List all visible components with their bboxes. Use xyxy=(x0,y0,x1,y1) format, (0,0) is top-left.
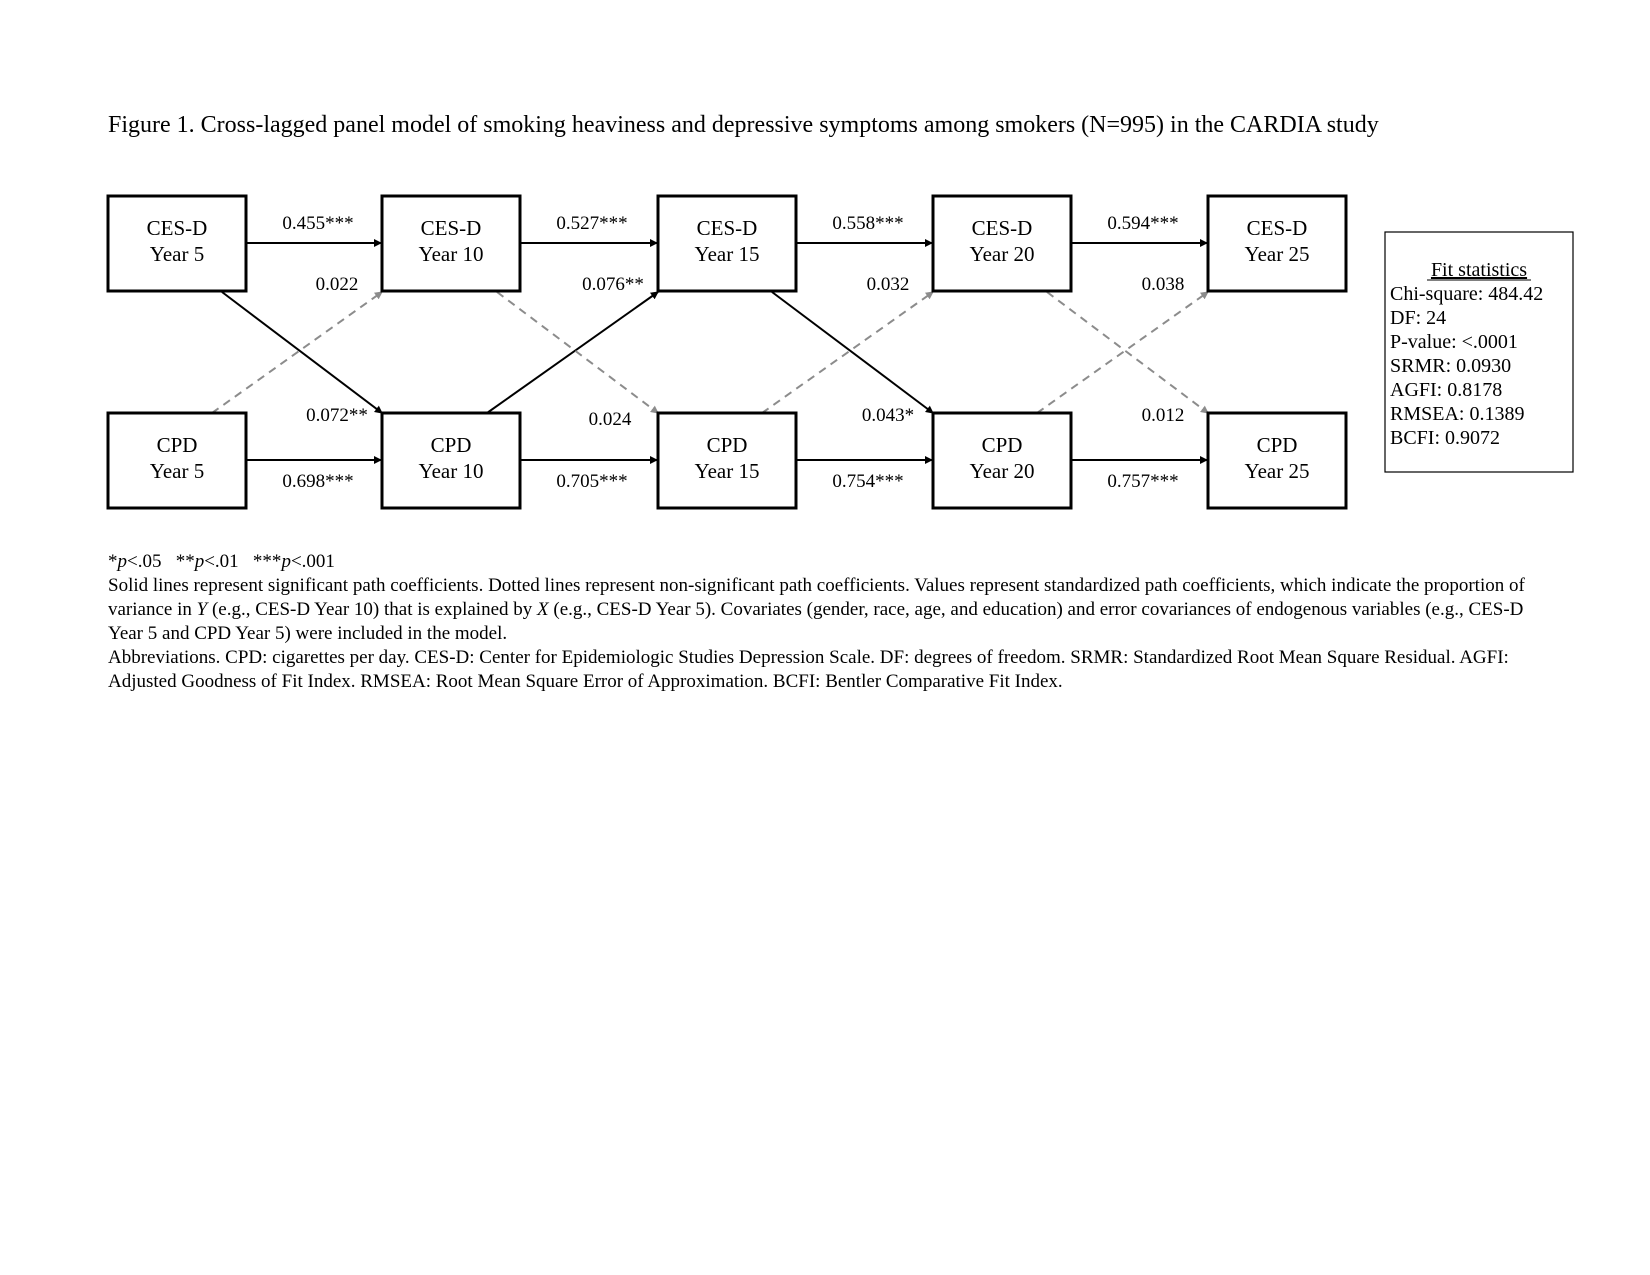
node-label-line2: Year 25 xyxy=(1244,459,1310,483)
node-label-line2: Year 15 xyxy=(694,242,760,266)
node-label-line2: Year 5 xyxy=(149,242,205,266)
cpd-node-4 xyxy=(933,413,1071,508)
node-label-line2: Year 10 xyxy=(418,459,484,483)
node-label-line1: CES-D xyxy=(146,216,208,240)
node-label-line1: CPD xyxy=(156,433,198,457)
fit-statistic-line: P-value: <.0001 xyxy=(1390,331,1518,353)
cesd-autoregressive-coef: 0.455*** xyxy=(282,213,354,234)
node-label-line2: Year 20 xyxy=(969,242,1035,266)
cesd-node-5 xyxy=(1208,196,1346,291)
cesd-to-cpd-coef: 0.024 xyxy=(588,409,632,430)
node-label-line1: CPD xyxy=(430,433,472,457)
cpd-to-cesd-coef: 0.022 xyxy=(315,274,359,295)
node-label-line1: CES-D xyxy=(1246,216,1308,240)
cesd-to-cpd-arrow xyxy=(1047,292,1208,413)
cesd-to-cpd-coef: 0.072** xyxy=(306,405,368,426)
cesd-node-3 xyxy=(658,196,796,291)
fit-statistic-line: AGFI: 0.8178 xyxy=(1390,379,1503,401)
cesd-to-cpd-arrow xyxy=(772,292,933,413)
fit-statistic-line: BCFI: 0.9072 xyxy=(1390,427,1501,449)
node-label-line2: Year 5 xyxy=(149,459,205,483)
significance-legend: *p<.05 **p<.01 ***p<.001 xyxy=(108,551,335,572)
cpd-autoregressive-coef: 0.757*** xyxy=(1107,471,1179,492)
node-label-line1: CPD xyxy=(706,433,748,457)
fit-statistic-line: Chi-square: 484.42 xyxy=(1390,283,1544,305)
cesd-to-cpd-coef: 0.043* xyxy=(861,405,915,426)
node-label-line1: CES-D xyxy=(971,216,1033,240)
cpd-node-3 xyxy=(658,413,796,508)
fit-statistic-line: RMSEA: 0.1389 xyxy=(1390,403,1525,425)
cpd-autoregressive-coef: 0.705*** xyxy=(556,471,628,492)
node-label-line1: CPD xyxy=(1256,433,1298,457)
cesd-node-1 xyxy=(108,196,246,291)
notes-abbreviations: Abbreviations. CPD: cigarettes per day. CES-D: Center for Epidemiologic Studies Depression Scale. DF: degrees of freedom. SRMR: Standardized Root Mean Square Residual. AGFI: Adjusted Goodness of Fit Index. RMSEA: Root Mean Square Error of Approximation. BCFI: Bentler Comparative Fit Index. xyxy=(108,647,1509,692)
cpd-autoregressive-coef: 0.754*** xyxy=(832,471,904,492)
cpd-node-2 xyxy=(382,413,520,508)
node-label-line2: Year 10 xyxy=(418,242,484,266)
cpd-to-cesd-coef: 0.032 xyxy=(866,274,910,295)
node-label-line1: CES-D xyxy=(696,216,758,240)
cesd-autoregressive-coef: 0.527*** xyxy=(556,213,628,234)
node-label-line2: Year 20 xyxy=(969,459,1035,483)
fit-statistic-line: SRMR: 0.0930 xyxy=(1390,355,1512,377)
cesd-to-cpd-arrow xyxy=(222,292,382,413)
cpd-to-cesd-coef: 0.076** xyxy=(582,274,644,295)
cesd-node-4 xyxy=(933,196,1071,291)
cesd-node-2 xyxy=(382,196,520,291)
node-label-line2: Year 25 xyxy=(1244,242,1310,266)
cesd-to-cpd-coef: 0.012 xyxy=(1141,405,1185,426)
cpd-autoregressive-coef: 0.698*** xyxy=(282,471,354,492)
cpd-to-cesd-coef: 0.038 xyxy=(1141,274,1185,295)
fit-statistics-box xyxy=(1385,232,1573,472)
cpd-node-5 xyxy=(1208,413,1346,508)
cesd-autoregressive-coef: 0.594*** xyxy=(1107,213,1179,234)
cesd-autoregressive-coef: 0.558*** xyxy=(832,213,904,234)
figure-caption: Figure 1. Cross-lagged panel model of smoking heaviness and depressive symptoms among smokers (N=995) in the CARDIA study xyxy=(108,112,1379,138)
notes-description: Solid lines represent significant path coefficients. Dotted lines represent non-significant path coefficients. Values represent standardized path coefficients, which indicate the proportion of variance in Y (e.g., CES-D Year 10) that is explained by X (e.g., CES-D Year 5). Covariates (gender, race, age, and education) and error covariances of endogenous variables (e.g., CES-D Year 5 and CPD Year 5) were included in the model. xyxy=(108,575,1525,644)
fit-statistic-line: DF: 24 xyxy=(1390,307,1447,329)
fit-statistics-title: Fit statistics xyxy=(1430,259,1528,281)
cpd-node-1 xyxy=(108,413,246,508)
figure-notes xyxy=(108,550,1558,694)
node-label-line1: CPD xyxy=(981,433,1023,457)
node-label-line1: CES-D xyxy=(420,216,482,240)
node-label-line2: Year 15 xyxy=(694,459,760,483)
